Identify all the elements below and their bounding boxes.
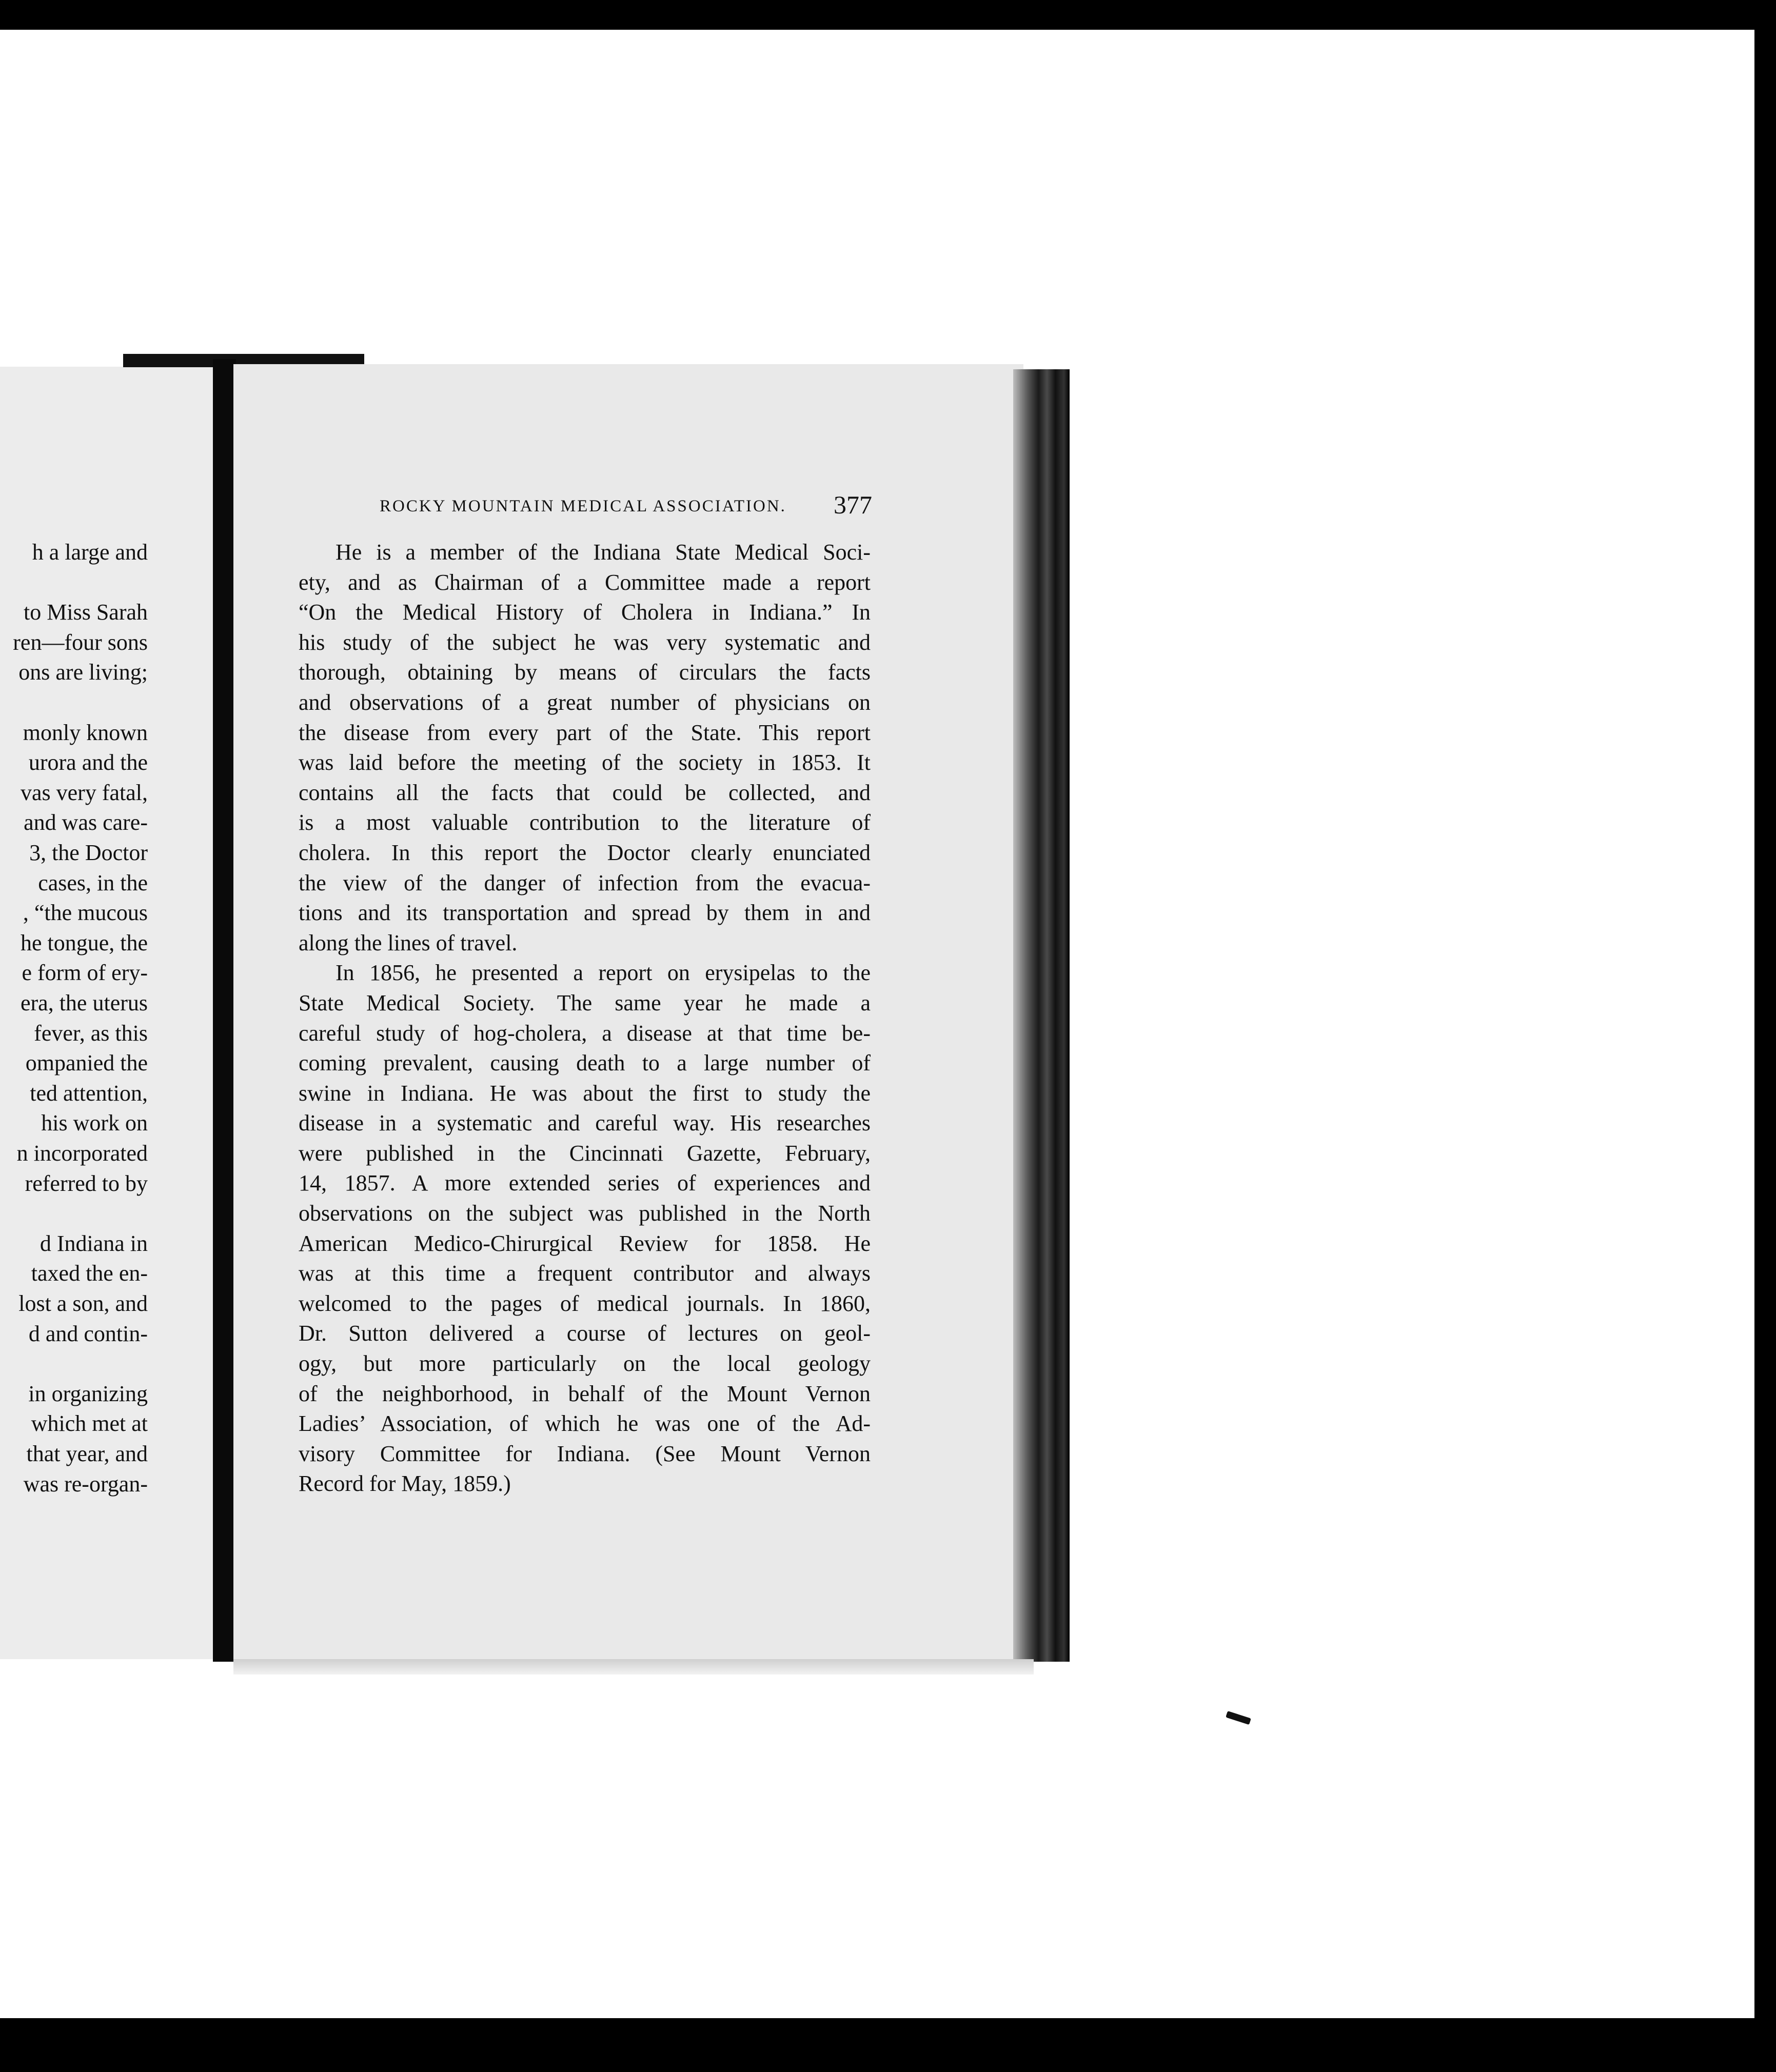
left-text-fragment: taxed the en-	[31, 1261, 148, 1286]
left-text-fragment: e form of ery-	[22, 960, 148, 986]
text-line: cholera. In this report the Doctor clearly enunciated	[299, 840, 871, 865]
left-text-fragment: n incorporated	[16, 1141, 148, 1166]
text-line: the view of the danger of infection from the evacua-	[299, 870, 871, 895]
text-line: and observations of a great number of physicians on	[299, 689, 871, 715]
left-text-fragment: urora and the	[28, 750, 148, 775]
text-line: In 1856, he presented a report on erysipelas to the	[336, 960, 871, 986]
text-line: is a most valuable contribution to the literature of	[299, 810, 871, 835]
text-line: welcomed to the pages of medical journals. In 1860,	[299, 1290, 871, 1316]
left-text-fragment: he tongue, the	[20, 930, 148, 955]
text-line: visory Committee for Indiana. (See Mount Vernon	[299, 1441, 871, 1466]
left-text-fragment: d and contin-	[28, 1321, 148, 1346]
left-text-fragment: ons are living;	[18, 660, 148, 685]
running-head-title: ROCKY MOUNTAIN MEDICAL ASSOCIATION.	[380, 497, 786, 515]
scan-frame-top	[0, 0, 1776, 30]
left-text-fragment: in organizing	[28, 1381, 148, 1406]
left-text-fragment: , “the mucous	[23, 900, 148, 926]
left-text-fragment: and was care-	[24, 810, 148, 835]
left-text-fragment: which met at	[31, 1411, 148, 1437]
left-text-fragment: 3, the Doctor	[29, 840, 148, 865]
text-line: Ladies’ Association, of which he was one of the Ad-	[299, 1411, 871, 1437]
left-text-fragment: fever, as this	[34, 1020, 148, 1046]
running-head	[380, 490, 872, 526]
left-text-fragment: vas very fatal,	[21, 780, 148, 805]
text-line: American Medico-Chirurgical Review for 1858. He	[299, 1230, 871, 1256]
text-line: his study of the subject he was very systematic and	[299, 629, 871, 655]
text-line: He is a member of the Indiana State Medical Soci-	[336, 540, 871, 565]
left-text-fragment: ted attention,	[30, 1080, 148, 1106]
text-line: ogy, but more particularly on the local geology	[299, 1351, 871, 1377]
text-line: was at this time a frequent contributor and always	[299, 1261, 871, 1286]
left-text-fragment: his work on	[41, 1110, 148, 1136]
text-line: coming prevalent, causing death to a large number of	[299, 1050, 871, 1076]
text-line: Dr. Sutton delivered a course of lectures on geol-	[299, 1321, 871, 1346]
left-text-fragment: was re-organ-	[23, 1471, 148, 1497]
page-number: 377	[834, 490, 872, 519]
scan-frame-bottom	[0, 2018, 1776, 2072]
text-line: were published in the Cincinnati Gazette, February,	[299, 1140, 871, 1166]
text-line: ety, and as Chairman of a Committee made a report	[299, 569, 871, 595]
text-line: thorough, obtaining by means of circulars the facts	[299, 660, 871, 685]
left-text-fragment: cases, in the	[38, 870, 148, 895]
text-line: swine in Indiana. He was about the first to study the	[299, 1080, 871, 1106]
left-text-fragment: referred to by	[25, 1170, 148, 1196]
text-line: State Medical Society. The same year he made a	[299, 990, 871, 1015]
text-line: observations on the subject was published in the North	[299, 1201, 871, 1226]
text-line: Record for May, 1859.)	[299, 1471, 511, 1497]
left-text-fragment: ren—four sons	[13, 629, 148, 655]
right-page-text	[299, 537, 871, 1499]
page-edges	[1013, 369, 1070, 1662]
left-text-fragment: ompanied the	[25, 1050, 148, 1076]
left-text-fragment: d Indiana in	[40, 1230, 148, 1256]
scan-frame-right	[1754, 0, 1776, 2072]
text-line: careful study of hog-cholera, a disease at that time be-	[299, 1020, 871, 1046]
text-line: tions and its transportation and spread by them in and	[299, 900, 871, 926]
left-text-fragment: era, the uterus	[21, 990, 148, 1015]
text-line: along the lines of travel.	[299, 930, 518, 955]
text-line: the disease from every part of the State. This report	[299, 720, 871, 745]
left-text-fragment: lost a son, and	[18, 1291, 148, 1316]
book-spine	[213, 359, 236, 1662]
text-line: contains all the facts that could be collected, and	[299, 780, 871, 805]
text-line: disease in a systematic and careful way. His researches	[299, 1110, 871, 1136]
text-line: of the neighborhood, in behalf of the Mount Vernon	[299, 1381, 871, 1406]
text-line: was laid before the meeting of the society in 1853. It	[299, 750, 871, 775]
left-text-fragment: h a large and	[32, 540, 148, 565]
page-bottom-shadow	[233, 1659, 1034, 1675]
text-line: “On the Medical History of Cholera in Indiana.” In	[299, 600, 871, 625]
left-text-fragment: to Miss Sarah	[24, 600, 148, 625]
stray-ink-mark	[1226, 1711, 1251, 1725]
left-text-fragment: monly known	[23, 720, 148, 745]
text-line: 14, 1857. A more extended series of experiences and	[299, 1170, 871, 1196]
left-text-fragment: that year, and	[26, 1441, 148, 1466]
